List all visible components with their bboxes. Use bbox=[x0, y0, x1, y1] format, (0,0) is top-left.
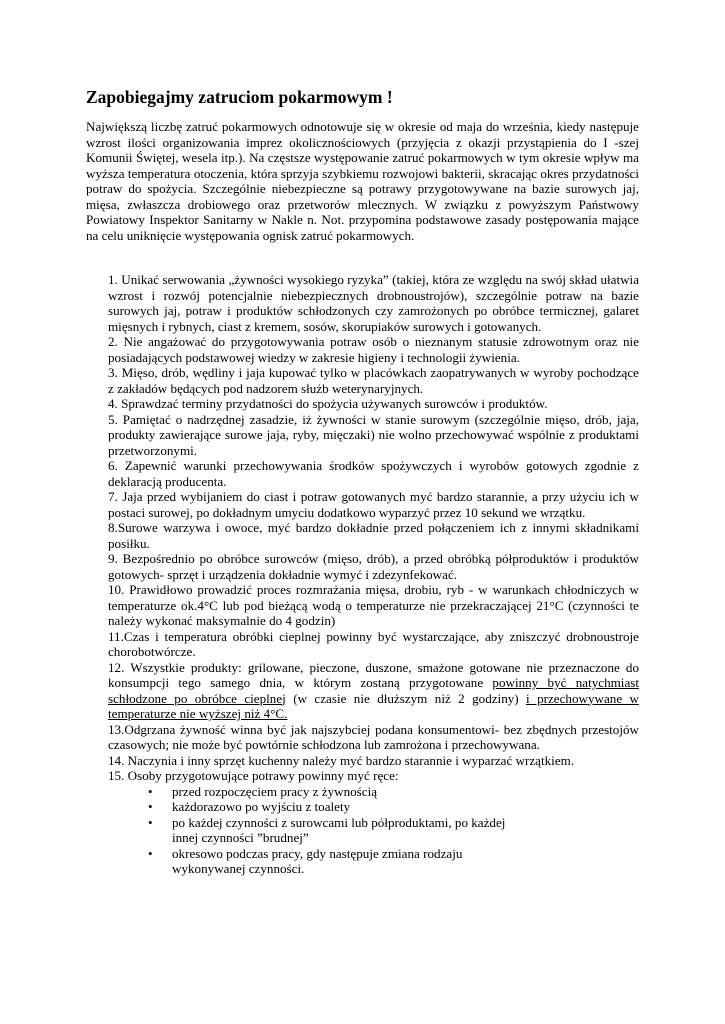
rule-12-underlined-cooling: powinny być natychmiast schłodzone po obróbce cieplnej bbox=[108, 675, 639, 706]
hand-washing-list bbox=[108, 784, 528, 877]
hand-washing-item-text: po każdej czynności z surowcami lub półproduktami, po każdej innej czynności ”brudnej” bbox=[172, 814, 506, 845]
rule-12-underlined-storage: i przechowywane w temperaturze nie wyższej niż 4°C. bbox=[108, 690, 639, 721]
rule-item-8: 8.Surowe warzywa i owoce, myć bardzo dokładnie przed połączeniem ich z innymi składnikami posiłku. bbox=[108, 520, 639, 551]
rule-12-text-start: 12. Wszystkie produkty: grilowane, pieczone, duszone, smażone gotowane nie przeznaczone do konsumpcji tego samego dnia, w którym zostaną przygotowane bbox=[108, 659, 639, 690]
rule-item-1: 1. Unikać serwowania „żywności wysokiego ryzyka” (takiej, która ze względu na swój skład ułatwia wzrost i rozwój potencjalnie niebezpiecznych drobnoustrojów), szczególnie potraw na bazie surowych jaj, potraw i produktów schłodzonych czy zamrożonych po obróbce termicznej, galaret mięsnych i rybnych, ciast z kremem, sosów, skorupiaków surowych i gotowanych. bbox=[108, 272, 639, 334]
rules-list bbox=[108, 272, 639, 877]
page-title: Zapobiegajmy zatruciom pokarmowym ! bbox=[86, 87, 393, 107]
bullet-icon: • bbox=[148, 814, 153, 830]
rule-item-5: 5. Pamiętać o nadrzędnej zasadzie, iż żywności w stanie surowym (szczególnie mięso, drób, jaja, produkty zawierające surowe jaja, ryby, mięczaki) nie wolno przechowywać wspólnie z produktami przetworzonymi. bbox=[108, 411, 639, 458]
hand-washing-item bbox=[108, 799, 528, 815]
hand-washing-item bbox=[108, 784, 528, 800]
bullet-icon: • bbox=[148, 845, 153, 861]
rule-item-6: 6. Zapewnić warunki przechowywania środków spożywczych i wyrobów gotowych zgodnie z deklaracją producenta. bbox=[108, 458, 639, 489]
hand-washing-item-text: przed rozpoczęciem pracy z żywnością bbox=[172, 783, 378, 799]
rule-item-11: 11.Czas i temperatura obróbki cieplnej powinny być wystarczające, aby zniszczyć drobnoustroje chorobotwórcze. bbox=[108, 628, 639, 659]
rule-item-3: 3. Mięso, drób, wędliny i jaja kupować tylko w placówkach zaopatrywanych w wyroby pochodzące z zakładów będących pod nadzorem służb weterynaryjnych. bbox=[108, 365, 639, 396]
bullet-icon: • bbox=[148, 783, 153, 799]
rule-item-14: 14. Naczynia i inny sprzęt kuchenny należy myć bardzo starannie i wyparzać wrzątkiem. bbox=[108, 752, 575, 768]
rule-item-4: 4. Sprawdzać terminy przydatności do spożycia używanych surowców i produktów. bbox=[108, 396, 548, 411]
rule-item-9: 9. Bezpośrednio po obróbce surowców (mięso, drób), a przed obróbką półproduktów i produktów gotowych- sprzęt i urządzenia dokładnie wymyć i zdezynfekować. bbox=[108, 551, 639, 582]
intro-paragraph: Największą liczbę zatruć pokarmowych odnotowuje się w okresie od maja do września, kiedy następuje wzrost ilości organizowania imprez okolicznościowych (przyjęcia z okazji przystąpienia do I -szej Komunii Świętej, wesela itp.). Na częstsze występowanie zatruć pokarmowych w tym okresie wpływ ma wyższa temperatura otoczenia, która sprzyja szybkiemu rozwojowi bakterii, skracając okres przydatności potraw do spożycia. Szczególnie niebezpieczne są potrawy przygotowywane na bazie surowych jaj, mięsa, zwłaszcza drobiowego oraz przetworów mlecznych. W związku z powyższym Państwowy Powiatowy Inspektor Sanitarny w Nakle n. Not. przypomina podstawowe zasady postępowania mające na celu uniknięcie występowania ognisk zatruć pokarmowych. bbox=[86, 119, 639, 243]
rule-item-7: 7. Jaja przed wybijaniem do ciast i potraw gotowanych myć bardzo starannie, a przy użyciu ich w postaci surowej, po dokładnym umyciu dodatkowo wyparzyć przez 10 sekund we wrzątku. bbox=[108, 489, 639, 520]
rule-item-12 bbox=[108, 660, 639, 722]
hand-washing-item-text: każdorazowo po wyjściu z toalety bbox=[172, 799, 351, 814]
rule-item-13: 13.Odgrzana żywność winna być jak najszybciej podana konsumentowi- bez zbędnych przestojów czasowych; nie może być powtórnie schłodzona lub zamrożona i przechowywana. bbox=[108, 721, 639, 752]
rule-item-10: 10. Prawidłowo prowadzić proces rozmrażania mięsa, drobiu, ryb - w warunkach chłodniczych w temperaturze ok.4°C lub pod bieżącą wodą o temperaturze nie przekraczającej 21°C (czynności te należy wykonać maksymalnie do 4 godzin) bbox=[108, 582, 639, 628]
rule-12-text-middle: (w czasie nie dłuższym niż 2 godziny) bbox=[285, 690, 527, 706]
hand-washing-item-text: okresowo podczas pracy, gdy następuje zmiana rodzaju wykonywanej czynności. bbox=[172, 845, 463, 876]
hand-washing-item bbox=[108, 846, 528, 877]
hand-washing-item bbox=[108, 815, 528, 846]
rule-item-15 bbox=[108, 768, 639, 877]
rule-15-text: 15. Osoby przygotowujące potrawy powinny myć ręce: bbox=[108, 768, 399, 783]
bullet-icon: • bbox=[148, 799, 153, 814]
rule-item-2: 2. Nie angażować do przygotowywania potraw osób o nieznanym statusie zdrowotnym oraz nie posiadających podstawowej wiedzy w zakresie higieny i technologii żywienia. bbox=[108, 334, 639, 365]
